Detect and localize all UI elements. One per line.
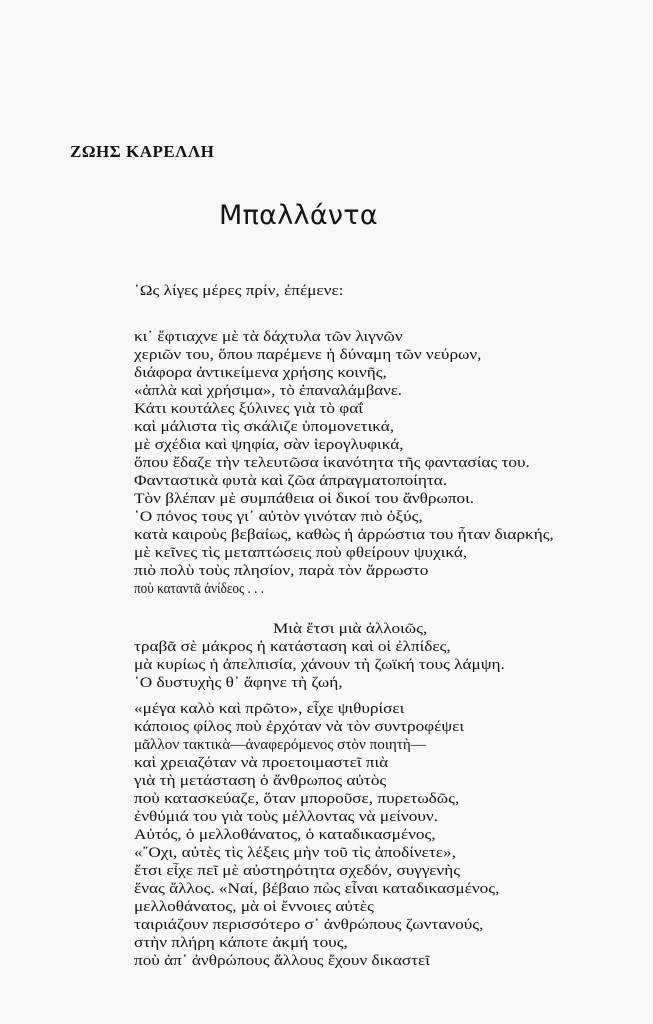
poem-line: Φανταστικὰ φυτὰ καὶ ζῶα ἀπραγματοποίητα. <box>134 473 448 489</box>
poem-line: ποὺ κατασκεύαζε, ὅταν μποροῦσε, πυρετωδῶς, <box>134 791 460 807</box>
poem-line: γιὰ τὴ μετάσταση ὁ ἄνθρωπος αὐτὸς <box>134 773 387 789</box>
poem-line: ποὺ ἀπ᾽ ἀνθρώπους ἄλλους ἔχουν δικαστεῖ <box>134 953 430 969</box>
poem-line: ῾Ο δυστυχὴς θ᾽ ἄφηνε τὴ ζωή, <box>134 675 343 691</box>
poem-line: τραβᾶ σὲ μάκρος ἡ κατάσταση καὶ οἱ ἐλπίδες, <box>134 639 451 655</box>
poem-line: καὶ χρειαζόταν νὰ προετοιμαστεῖ πιὰ <box>134 755 389 771</box>
poem-line: καὶ μάλιστα τὶς σκάλιζε ὑπομονετικά, <box>134 419 395 435</box>
poem-line: πιὸ πολὺ τοὺς πλησίον, παρὰ τὸν ἄρρωστο <box>134 563 429 579</box>
poem-line: Τὸν βλέπαν μὲ συμπάθεια οἱ δικοί του ἄνθρωποι. <box>134 491 475 507</box>
poem-line: «ἁπλὰ καὶ χρήσιμα», τὸ ἐπαναλάμβανε. <box>134 383 402 399</box>
poem-line: ταιριάζουν περισσότερο σ᾽ ἀνθρώπους ζωντανούς, <box>134 917 484 933</box>
poem-title-text: Μπαλλάντα <box>219 200 378 231</box>
poem-line: Αὐτός, ὁ μελλοθάνατος, ὁ καταδικασμένος, <box>134 827 436 843</box>
poem-line: διάφορα ἀντικείμενα χρήσης κοινῆς, <box>134 365 387 381</box>
poem-line: ἐνθύμιά του γιὰ τοὺς μέλλοντας νὰ μείνουν. <box>134 809 438 825</box>
poem-line: μελλοθάνατος, μὰ οἱ ἔννοιες αὐτὲς <box>134 899 374 915</box>
poem-line: ῾Ως λίγες μέρες πρίν, ἐπέμενε: <box>134 283 344 299</box>
poem-line: χεριῶν του, ὅπου παρέμενε ἡ δύναμη τῶν νεύρων, <box>134 347 482 363</box>
poem-line: κατὰ καιροὺς βεβαίως, καθὼς ἡ ἀρρώστια του ἦταν διαρκής, <box>134 527 554 543</box>
poem-line: μὲ σχέδια καὶ ψηφία, σὰν ἱερογλυφικά, <box>134 437 404 453</box>
poem-line: ποὺ καταντᾶ ἀνίδεος . . . <box>134 581 264 597</box>
poem-line: μὲ κεῖνες τὶς μεταπτώσεις ποὺ φθείρουν ψυχικά, <box>134 545 468 561</box>
poem-line: ῾Ο πόνος τους γι᾽ αὐτὸν γινόταν πιὸ ὀξύς, <box>134 509 423 525</box>
poem-line: Κάτι κουτάλες ξύλινες γιὰ τὸ φαΐ <box>134 401 363 417</box>
poem-line: Μιὰ ἔτσι μιὰ ἀλλοιῶς, <box>273 621 428 637</box>
poem-line: ὅπου ἔδαζε τὴν τελευτῶσα ἱκανότητα τῆς φαντασίας του. <box>134 455 530 471</box>
author-name: ΖΩΗΣ ΚΑΡΕΛΛΗ <box>70 142 215 161</box>
poem-title <box>0 200 653 231</box>
poem-line: ἔτσι εἶχε πεῖ μὲ αὐστηρότητα σχεδόν, συγγενὴς <box>134 863 461 879</box>
poem-line: κάποιος φίλος ποὺ ἐρχόταν νὰ τὸν συντροφέψει <box>134 719 464 735</box>
poem-line: μᾶλλον τακτικὰ—ἀναφερόμενος στὸν ποιητὴ— <box>134 737 426 753</box>
poem-line: «῎Οχι, αὐτὲς τὶς λέξεις μὴν τοῦ τὶς ἀποδίνετε», <box>134 845 456 861</box>
poem-line: στὴν πλήρη κάποτε ἀκμή τους, <box>134 935 348 951</box>
poem-line: «μέγα καλὸ καὶ πρῶτο», εἶχε ψιθυρίσει <box>134 701 405 717</box>
poem-line: μὰ κυρίως ἡ ἀπελπισία, χάνουν τὴ ζωϊκή τους λάμψη. <box>134 657 505 673</box>
poem-line: κι᾽ ἔφτιαχνε μὲ τὰ δάχτυλα τῶν λιγνῶν <box>134 329 403 345</box>
poem-line: ἕνας ἄλλος. «Ναί, βέβαιο πὼς εἶναι καταδικασμένος, <box>134 881 500 897</box>
